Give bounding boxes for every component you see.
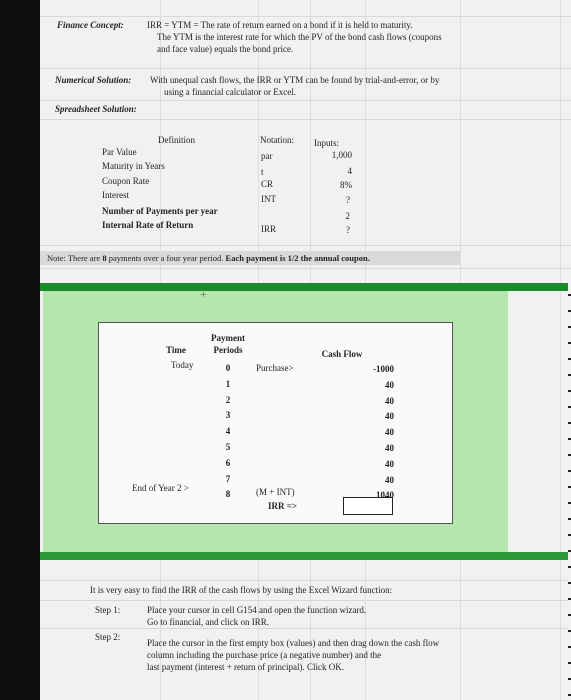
notation-header: Notation: (260, 135, 294, 145)
def-row-interest-label: Interest (102, 190, 129, 200)
step2-line-3: last payment (interest + return of principal). Click OK. (147, 662, 345, 672)
note-tail: Each payment is 1/2 the annual coupon. (225, 253, 370, 263)
grid-line (40, 100, 571, 101)
def-row-payments-input: 2 (345, 211, 350, 221)
cash-flow-cell: -1000 (373, 364, 394, 374)
grid-line (40, 628, 571, 629)
cash-flow-cell: 40 (385, 459, 394, 469)
grid-line (560, 0, 561, 700)
def-row-maturity-notation: t (261, 167, 264, 177)
payment-period-cell: 3 (225, 410, 231, 420)
step1-line-2: Go to financial, and click on IRR. (147, 617, 269, 627)
definition-header: Definition (158, 135, 195, 145)
purchase-label: Purchase> (256, 363, 294, 373)
step2-line-1: Place the cursor in the first empty box (values) and then drag down the cash flow (147, 638, 440, 648)
final-payment-label: (M + INT) (256, 487, 295, 497)
instructions-intro: It is very easy to find the IRR of the cash flows by using the Excel Wizard function: (90, 585, 393, 595)
payment-header-1: Payment (211, 333, 245, 343)
concept-line-1: IRR = YTM = The rate of return earned on a bond if it is held to maturity. (147, 20, 413, 30)
green-band-top (40, 283, 571, 291)
grid-line (40, 119, 571, 120)
cash-flow-cell: 40 (385, 475, 394, 485)
payment-period-cell: 4 (225, 426, 231, 436)
note-line (47, 253, 370, 264)
payment-period-cell: 8 (225, 489, 231, 499)
def-row-coupon-notation: CR (261, 179, 274, 189)
inputs-header: Inputs: (314, 138, 340, 148)
grid-line (40, 245, 571, 246)
def-row-par-notation: par (261, 151, 273, 161)
spreadsheet-solution-label: Spreadsheet Solution: (55, 104, 137, 114)
cash-flow-header: Cash Flow (321, 349, 363, 359)
payment-period-cell: 5 (225, 442, 231, 452)
today-label: Today (171, 360, 194, 370)
grid-line (40, 268, 571, 269)
step1-label: Step 1: (95, 605, 121, 615)
cash-flow-cell: 1040 (376, 490, 394, 500)
cash-flow-cell: 40 (385, 380, 394, 390)
green-band-bottom (40, 552, 571, 560)
def-row-maturity-label: Maturity in Years (102, 161, 165, 171)
note-count: 8 (102, 253, 107, 263)
def-row-maturity-input: 4 (347, 166, 352, 176)
note-prefix: Note: There are (47, 253, 101, 263)
def-row-payments-label: Number of Payments per year (102, 206, 218, 216)
grid-line (40, 600, 571, 601)
payment-period-cell: 2 (225, 395, 231, 405)
numerical-line-1: With unequal cash flows, the IRR or YTM can be found by trial-and-error, or by (150, 75, 440, 85)
def-row-par-input: 1,000 (331, 150, 352, 160)
cash-flow-cell: 40 (385, 411, 394, 421)
def-row-irr-notation: IRR (261, 224, 277, 234)
irr-arrow-label: IRR => (268, 501, 298, 511)
cash-flow-cell: 40 (385, 427, 394, 437)
def-row-coupon-input: 8% (340, 180, 352, 190)
def-row-coupon-label: Coupon Rate (102, 176, 150, 186)
def-row-interest-notation: INT (261, 194, 276, 204)
cash-flow-cell: 40 (385, 443, 394, 453)
step2-line-2: column including the purchase price (a negative number) and the (147, 650, 382, 660)
payment-header-2: Periods (213, 345, 243, 355)
payment-period-cell: 1 (225, 379, 231, 389)
def-row-interest-input: ? (346, 195, 350, 205)
grid-line (40, 16, 571, 17)
payment-period-cell: 0 (225, 363, 231, 373)
grid-line (40, 580, 571, 581)
def-row-irr-input: ? (346, 225, 350, 235)
def-row-irr-label: Internal Rate of Return (102, 220, 194, 230)
note-middle: payments over a four year period. (108, 253, 224, 263)
plus-cursor-icon: + (200, 287, 207, 301)
grid-line (40, 68, 571, 69)
numerical-solution-label: Numerical Solution: (55, 75, 132, 85)
numerical-line-2: using a financial calculator or Excel. (164, 87, 296, 97)
step1-line-1: Place your cursor in cell G154 and open the function wizard. (147, 605, 367, 615)
cash-flow-cell: 40 (385, 396, 394, 406)
time-header: Time (166, 345, 186, 355)
finance-concept-label: Finance Concept: (57, 20, 124, 30)
payment-period-cell: 6 (225, 458, 231, 468)
concept-line-3: and face value) equals the bond price. (157, 44, 294, 54)
spreadsheet-page (40, 0, 571, 700)
step2-label: Step 2: (95, 632, 121, 642)
def-row-par-label: Par Value (102, 147, 137, 157)
concept-line-2: The YTM is the interest rate for which the PV of the bond cash flows (coupons (157, 32, 442, 42)
end-year-label: End of Year 2 > (132, 483, 189, 493)
payment-period-cell: 7 (225, 474, 231, 484)
